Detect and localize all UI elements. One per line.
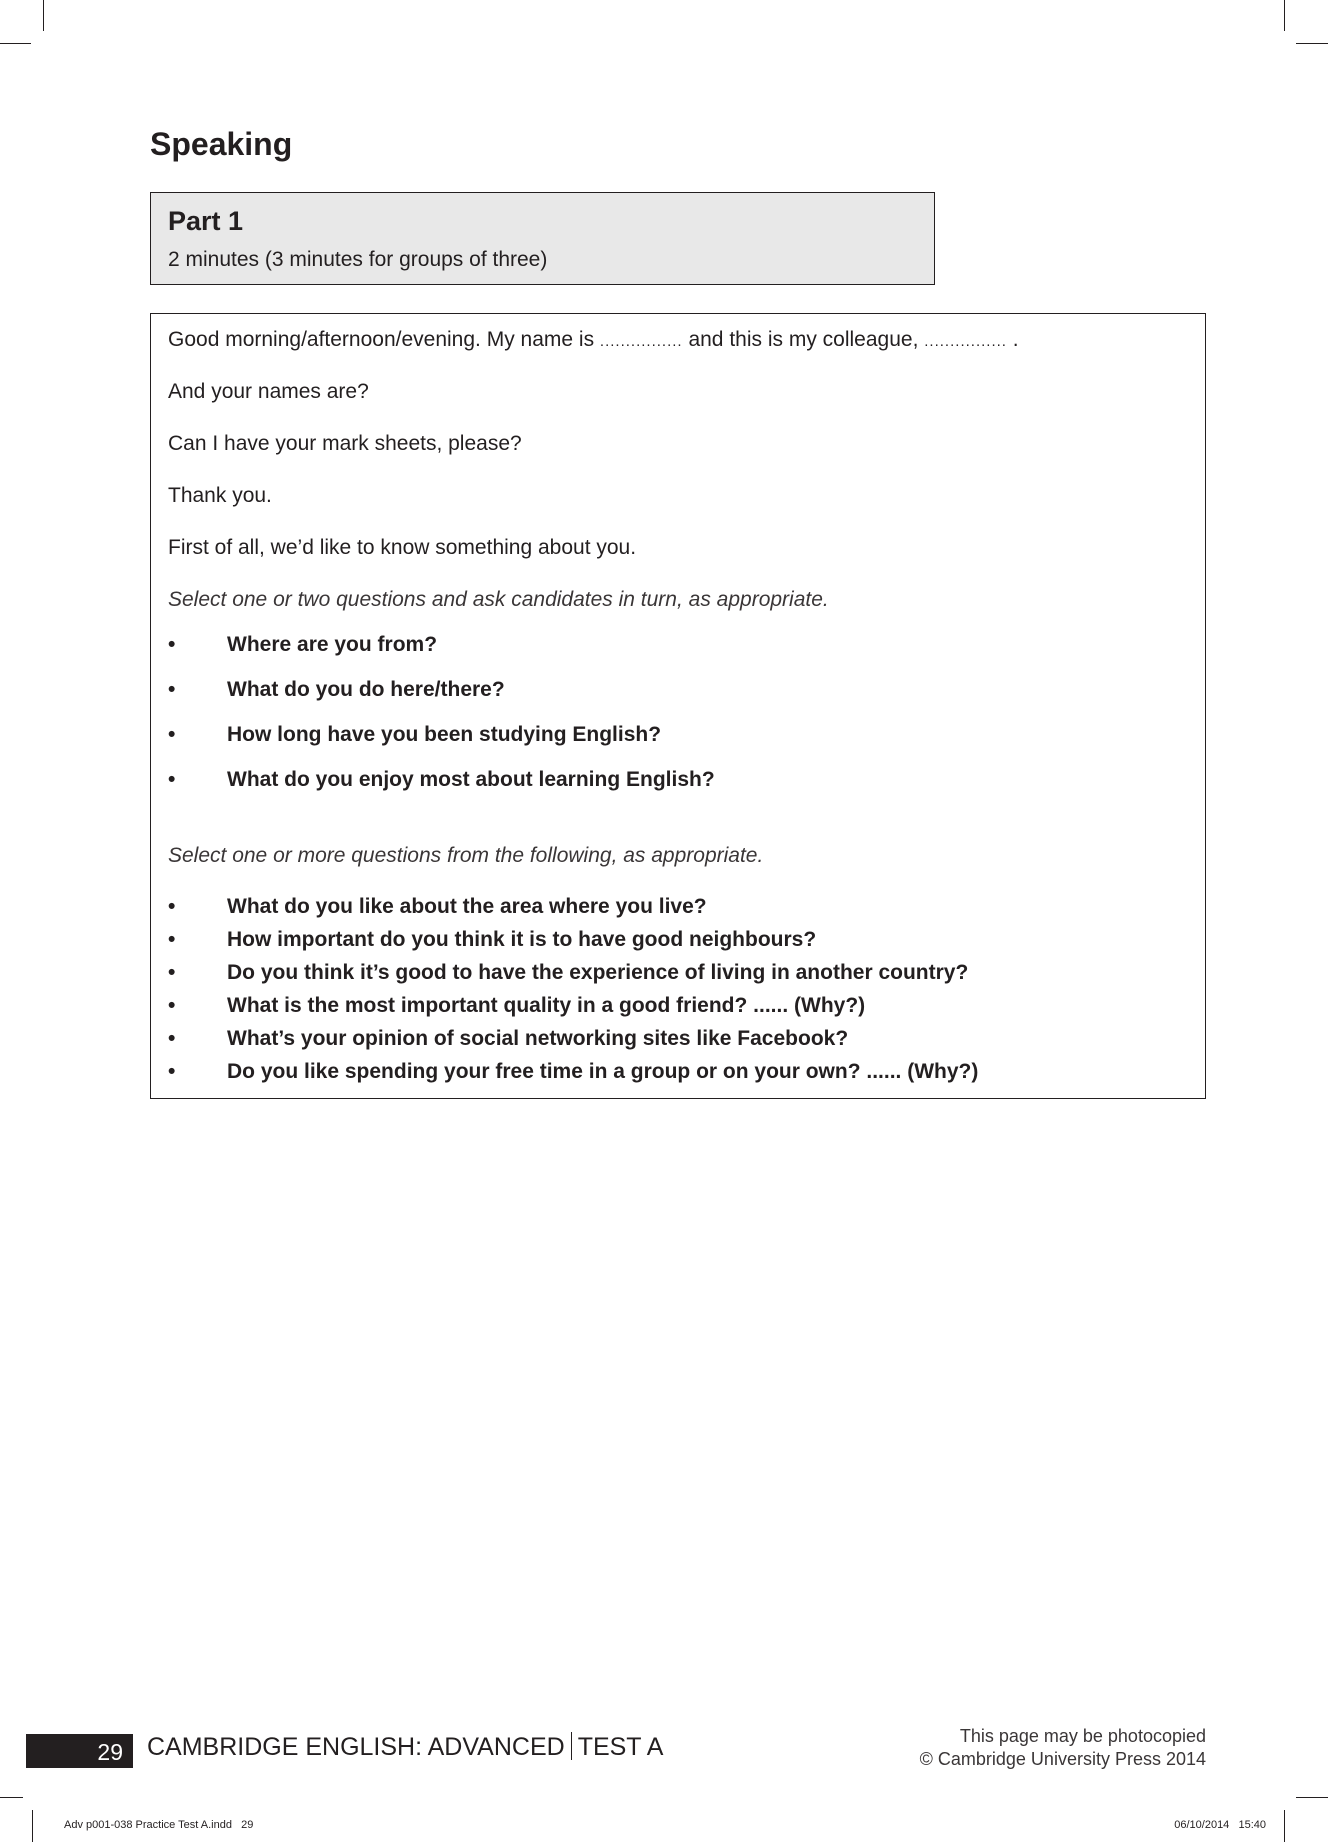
script-line: Thank you. bbox=[168, 484, 272, 507]
question-text: What’s your opinion of social networking sites like Facebook? bbox=[227, 1027, 849, 1050]
bullet-icon: • bbox=[168, 723, 176, 746]
bullet-icon: • bbox=[168, 768, 176, 791]
instruction-text: Select one or more questions from the following, as appropriate. bbox=[168, 844, 764, 867]
part-header-box bbox=[150, 192, 935, 285]
bullet-icon: • bbox=[168, 1027, 176, 1050]
page-number: 29 bbox=[97, 1739, 123, 1765]
part-title: Part 1 bbox=[168, 206, 244, 236]
bullet-icon: • bbox=[168, 633, 176, 656]
greeting-text-end: . bbox=[1012, 328, 1019, 351]
footer-separator bbox=[571, 1732, 572, 1760]
crop-mark-top-right-horizontal bbox=[1296, 43, 1328, 44]
page-heading: Speaking bbox=[150, 126, 293, 162]
name-blank: ................ bbox=[599, 333, 683, 350]
greeting-text-start: Good morning/afternoon/evening. My name is bbox=[168, 328, 595, 351]
question-text: How important do you think it is to have good neighbours? bbox=[227, 928, 817, 951]
part-duration: 2 minutes (3 minutes for groups of three) bbox=[168, 248, 548, 271]
bullet-icon: • bbox=[168, 895, 176, 918]
footer-title-right: TEST A bbox=[577, 1733, 664, 1761]
question-text: What do you like about the area where you live? bbox=[227, 895, 707, 918]
footer-copyright-block bbox=[920, 1725, 1206, 1771]
script-line: Can I have your mark sheets, please? bbox=[168, 432, 522, 455]
crop-mark-bottom-right-vertical bbox=[1284, 1810, 1285, 1842]
crop-mark-top-left-horizontal bbox=[0, 43, 31, 44]
footer-title-left: CAMBRIDGE ENGLISH: ADVANCED bbox=[147, 1733, 565, 1761]
question-text: What do you do here/there? bbox=[227, 678, 505, 701]
slug-timestamp: 06/10/2014 15:40 bbox=[1174, 1819, 1266, 1831]
crop-mark-bottom-right-horizontal bbox=[1296, 1797, 1328, 1798]
bullet-icon: • bbox=[168, 678, 176, 701]
greeting-text-middle: and this is my colleague, bbox=[688, 328, 919, 351]
greeting-line bbox=[168, 327, 1019, 355]
page-number-tab bbox=[26, 1734, 133, 1768]
slug-filename: Adv p001-038 Practice Test A.indd 29 bbox=[64, 1819, 254, 1831]
bullet-icon: • bbox=[168, 928, 176, 951]
footer-title bbox=[147, 1732, 663, 1762]
bullet-icon: • bbox=[168, 994, 176, 1017]
copyright-notice: © Cambridge University Press 2014 bbox=[919, 1749, 1206, 1769]
examiner-script-box bbox=[150, 313, 1206, 1099]
crop-mark-top-left-vertical bbox=[43, 0, 44, 31]
script-line: First of all, we’d like to know something about you. bbox=[168, 536, 637, 559]
question-text: How long have you been studying English? bbox=[227, 723, 662, 746]
question-text: Do you like spending your free time in a group or on your own? ...... (Why?) bbox=[227, 1060, 979, 1083]
crop-mark-bottom-left-horizontal bbox=[0, 1797, 23, 1798]
crop-mark-top-right-vertical bbox=[1284, 0, 1285, 31]
bullet-icon: • bbox=[168, 1060, 176, 1083]
instruction-text: Select one or two questions and ask candidates in turn, as appropriate. bbox=[168, 588, 829, 611]
colleague-name-blank: ................ bbox=[924, 333, 1007, 350]
bullet-icon: • bbox=[168, 961, 176, 984]
crop-mark-bottom-left-vertical bbox=[32, 1810, 33, 1842]
script-line: And your names are? bbox=[168, 380, 369, 403]
question-text: What do you enjoy most about learning English? bbox=[227, 768, 715, 791]
question-text: Do you think it’s good to have the experience of living in another country? bbox=[227, 961, 969, 984]
question-text: Where are you from? bbox=[227, 633, 438, 656]
question-text: What is the most important quality in a good friend? ...... (Why?) bbox=[227, 994, 866, 1017]
photocopy-notice: This page may be photocopied bbox=[959, 1726, 1206, 1746]
